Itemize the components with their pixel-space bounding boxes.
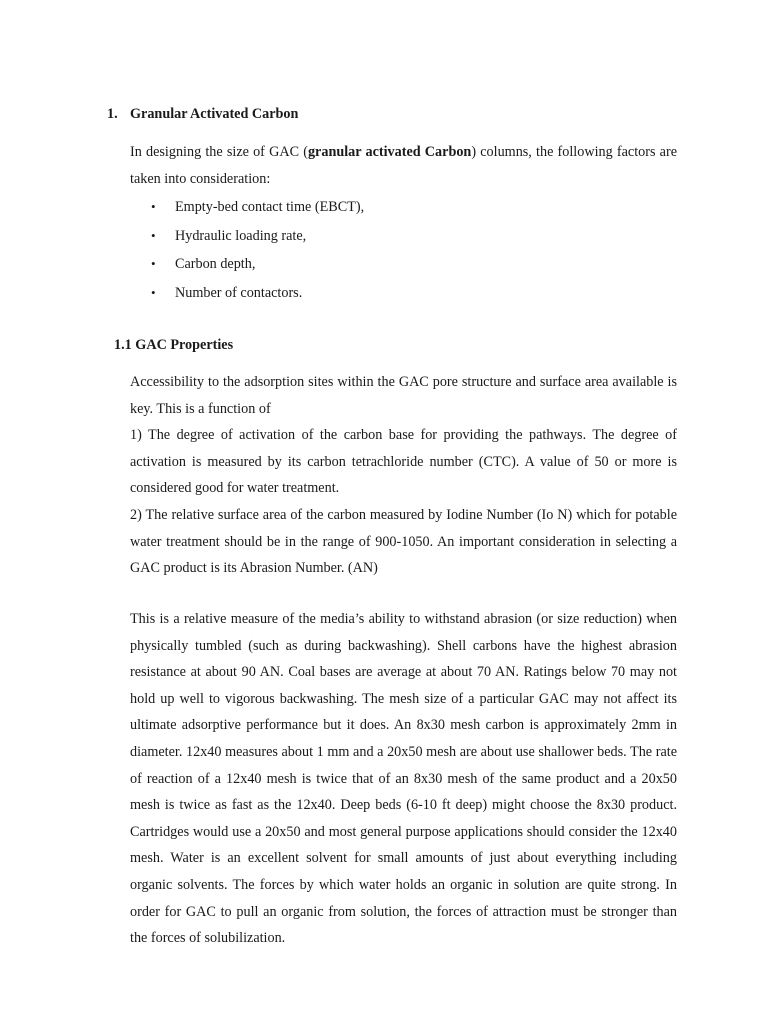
abrasion-text [130,606,677,952]
section-title: Granular Activated Carbon [130,106,299,122]
list-item [130,222,677,251]
bullet-icon: • [151,199,156,214]
list-item-text: Carbon depth, [175,256,256,272]
properties-text [130,369,677,582]
bullet-icon: • [151,256,156,271]
paragraph: 1) The degree of activation of the carbon base for providing the pathways. The degree of activation is measured by its carbon tetrachloride number (CTC). A value of 50 or more is considered good for water treatment. [130,427,677,497]
section-number: 1. [107,106,118,122]
list-item [130,193,677,222]
section-heading [107,104,298,124]
intro-text-before: In designing the size of GAC ( [130,144,308,160]
paragraph: This is a relative measure of the media’s ability to withstand abrasion (or size reduction) when physically tumbled (such as during backwashing). Shell carbons have the highest abrasion resistance at about 90 AN. Coal bases are average at about 70 AN. Ratings below 70 may not hold up well to vigorous backwashing. The mesh size of a particular GAC may not affect its ultimate adsorptive performance but it does. An 8x30 mesh carbon is approximately 2mm in diameter. 12x40 measures about 1 mm and a 20x50 mesh are about use shallower beds. The rate of reaction of a 12x40 mesh is twice that of an 8x30 mesh of the same product and a 20x50 mesh is twice as fast as the 12x40. Deep beds (6-10 ft deep) might choose the 8x30 product. Cartridges would use a 20x50 and most general purpose applications should consider the 12x40 mesh. Water is an excellent solvent for small amounts of just about everything including organic solvents. The forces by which water holds an organic in solution are quite strong. In order for GAC to pull an organic from solution, the forces of attraction must be stronger than the forces of solubilization. [130,611,677,947]
intro-bold-term: granular activated Carbon [307,144,472,160]
subsection-heading: 1.1 GAC Properties [114,337,234,353]
paragraph: 2) The relative surface area of the carbon measured by Iodine Number (Io N) which for potable water treatment should be in the range of 900-1050. An important consideration in selecting a GAC product is its Abrasion Number. (AN) [130,506,677,577]
bullet-icon: • [151,284,156,300]
list-item [130,250,677,279]
intro-text-after: ) columns, the following factors are taken into consideration: [130,144,677,187]
paragraph: Accessibility to the adsorption sites within the GAC pore structure and surface area available is key. This is a function of [130,374,677,417]
intro-paragraph [130,139,677,193]
list-item-text: Number of contactors. [175,284,303,301]
list-item [130,279,677,308]
list-item-text: Hydraulic loading rate, [175,227,307,244]
factor-list [130,193,677,307]
bullet-icon: • [151,227,156,243]
list-item-text: Empty-bed contact time (EBCT), [175,199,365,215]
